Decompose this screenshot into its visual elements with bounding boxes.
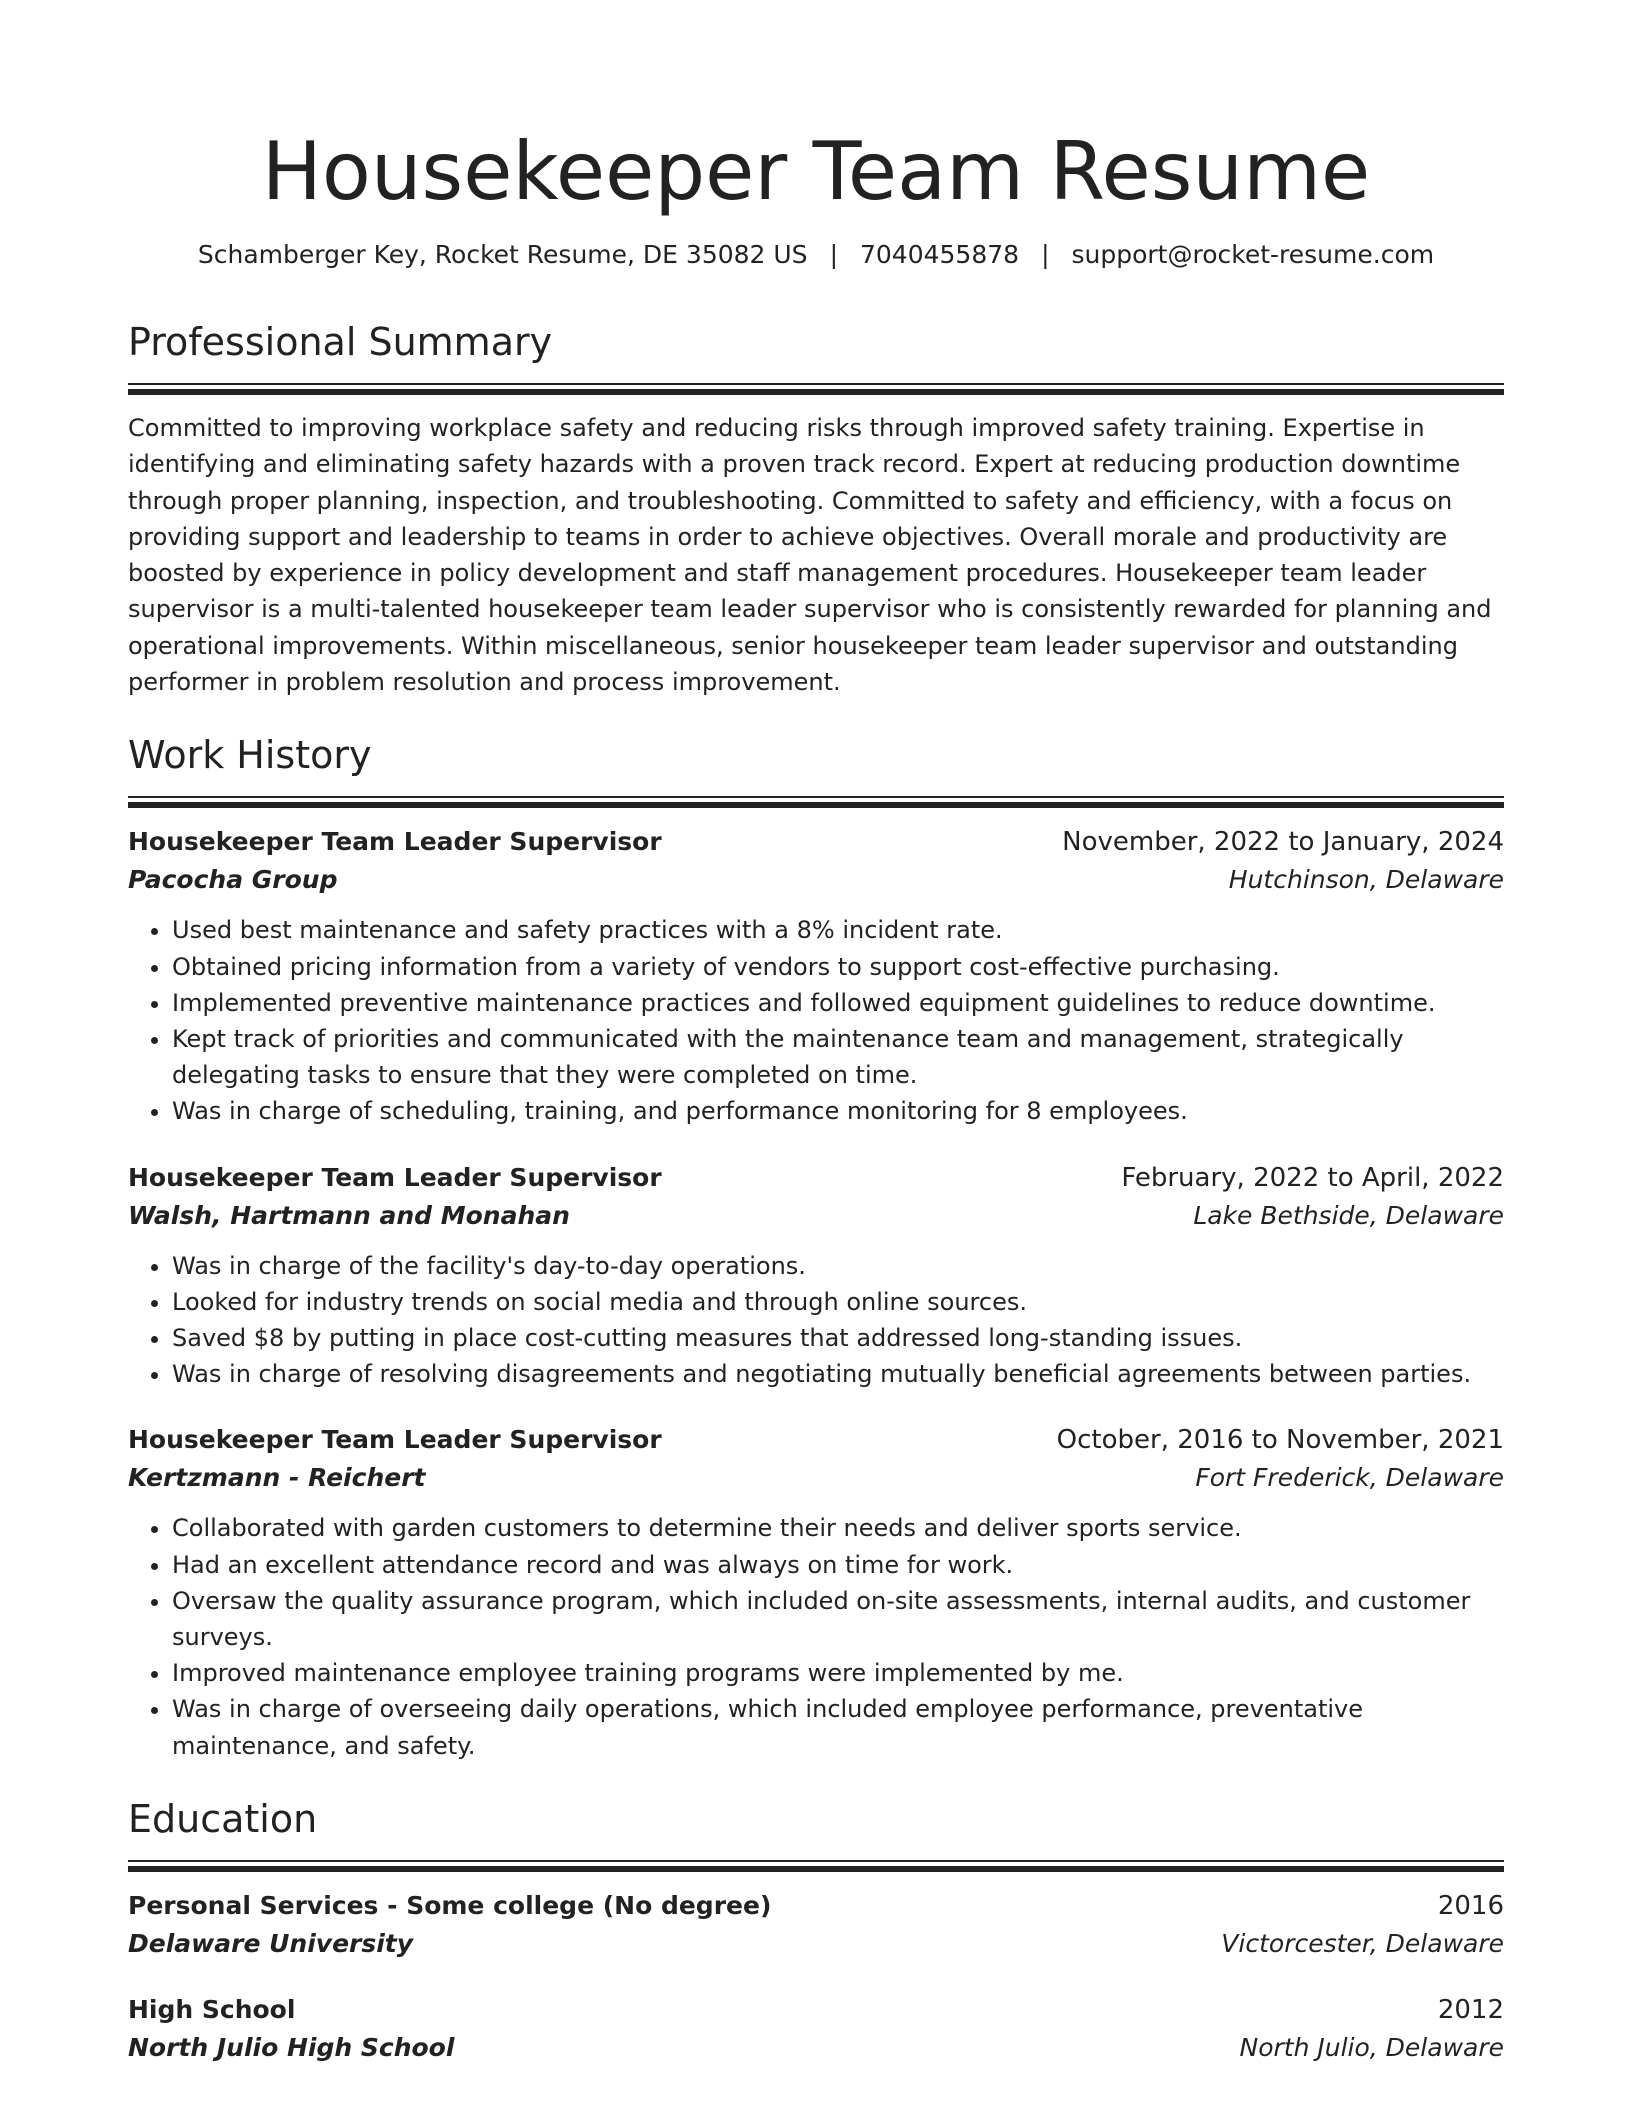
section-heading-education: Education (128, 1796, 318, 1841)
work-history-section (128, 730, 1504, 1763)
job-location: Lake Bethside, Delaware (1193, 1200, 1504, 1230)
job-dates: November, 2022 to January, 2024 (1062, 827, 1504, 858)
job-bullet: • Implemented preventive maintenance practices and followed equipment guidelines to reduce downtime. (172, 985, 1504, 1021)
job-bullet: • Used best maintenance and safety practices with a 8% incident rate. (172, 912, 1504, 948)
contact-address: Schamberger Key, Rocket Resume, DE 35082 US (197, 240, 808, 269)
job-title: Housekeeper Team Leader Supervisor (128, 1425, 662, 1455)
resume-page (128, 0, 1504, 2068)
job-company: Walsh, Hartmann and Monahan (128, 1200, 570, 1230)
contact-line (128, 238, 1504, 272)
job-title: Housekeeper Team Leader Supervisor (128, 1162, 662, 1192)
contact-email: support@rocket-resume.com (1071, 240, 1435, 269)
job-bullet: • Kept track of priorities and communicated with the maintenance team and management, strategically delegating tasks to ensure that they were completed on time. (172, 1021, 1504, 1093)
contact-separator: | (829, 240, 838, 269)
job-bullets (128, 1510, 1504, 1763)
job-bullet: • Had an excellent attendance record and was always on time for work. (172, 1547, 1504, 1583)
job-bullet: • Saved $8 by putting in place cost-cutting measures that addressed long-standing issues. (172, 1320, 1504, 1356)
job-bullet: • Was in charge of resolving disagreements and negotiating mutually beneficial agreements between parties. (172, 1356, 1504, 1392)
summary-text: Committed to improving workplace safety and reducing risks through improved safety training. Expertise in identifying and eliminating safety hazards with a proven track record. Expert at reducing production downtime through proper planning, inspection, and troubleshooting. Committed to safety and efficiency, with a focus on providing support and leadership to teams in order to achieve objectives. Overall morale and productivity are boosted by experience in policy development and staff management procedures. Housekeeper team leader supervisor is a multi-talented housekeeper team leader supervisor who is consistently rewarded for planning and operational improvements. Within miscellaneous, senior housekeeper team leader supervisor and outstanding performer in problem resolution and process improvement. (128, 414, 1492, 697)
contact-phone: 7040455878 (860, 240, 1020, 269)
education-location: North Julio, Delaware (1239, 2032, 1504, 2062)
summary-section (128, 317, 1504, 700)
education-entry (128, 1992, 1504, 2068)
job-bullet: • Oversaw the quality assurance program, which included on-site assessments, internal audits, and customer surveys. (172, 1583, 1504, 1655)
section-heading-work-history: Work History (128, 733, 372, 778)
job-bullet: • Collaborated with garden customers to determine their needs and deliver sports service. (172, 1510, 1504, 1546)
job-bullet: • Was in charge of overseeing daily operations, which included employee performance, preventative maintenance, and safety. (172, 1691, 1504, 1763)
job-bullet: • Improved maintenance employee training programs were implemented by me. (172, 1655, 1504, 1691)
section-divider (128, 796, 1504, 808)
education-year: 2016 (1437, 1890, 1504, 1921)
education-location: Victorcester, Delaware (1221, 1928, 1504, 1958)
job-entry (128, 1422, 1504, 1763)
job-bullet: • Was in charge of the facility's day-to-day operations. (172, 1248, 1504, 1284)
education-entry (128, 1888, 1504, 1964)
job-bullet: • Looked for industry trends on social media and through online sources. (172, 1284, 1504, 1320)
job-bullets (128, 1248, 1504, 1393)
education-section (128, 1794, 1504, 2068)
contact-separator: | (1041, 240, 1050, 269)
job-entry (128, 1160, 1504, 1393)
resume-title: Housekeeper Team Resume (261, 125, 1371, 218)
education-degree: High School (128, 1994, 296, 2024)
job-location: Fort Frederick, Delaware (1195, 1463, 1504, 1493)
job-bullet: • Was in charge of scheduling, training, and performance monitoring for 8 employees. (172, 1093, 1504, 1129)
education-school: North Julio High School (128, 2032, 455, 2062)
job-dates: October, 2016 to November, 2021 (1056, 1425, 1504, 1456)
education-year: 2012 (1437, 1994, 1504, 2025)
job-dates: February, 2022 to April, 2022 (1121, 1162, 1504, 1193)
job-bullets (128, 912, 1504, 1129)
job-company: Pacocha Group (128, 865, 338, 895)
section-divider (128, 1860, 1504, 1872)
job-entry (128, 824, 1504, 1129)
education-degree: Personal Services - Some college (No degree) (128, 1890, 772, 1920)
job-location: Hutchinson, Delaware (1228, 865, 1504, 895)
job-bullet: • Obtained pricing information from a variety of vendors to support cost-effective purchasing. (172, 949, 1504, 985)
section-heading-summary: Professional Summary (128, 320, 553, 364)
job-title: Housekeeper Team Leader Supervisor (128, 827, 662, 857)
education-school: Delaware University (128, 1928, 414, 1958)
section-divider (128, 383, 1504, 395)
job-company: Kertzmann - Reichert (128, 1463, 426, 1493)
